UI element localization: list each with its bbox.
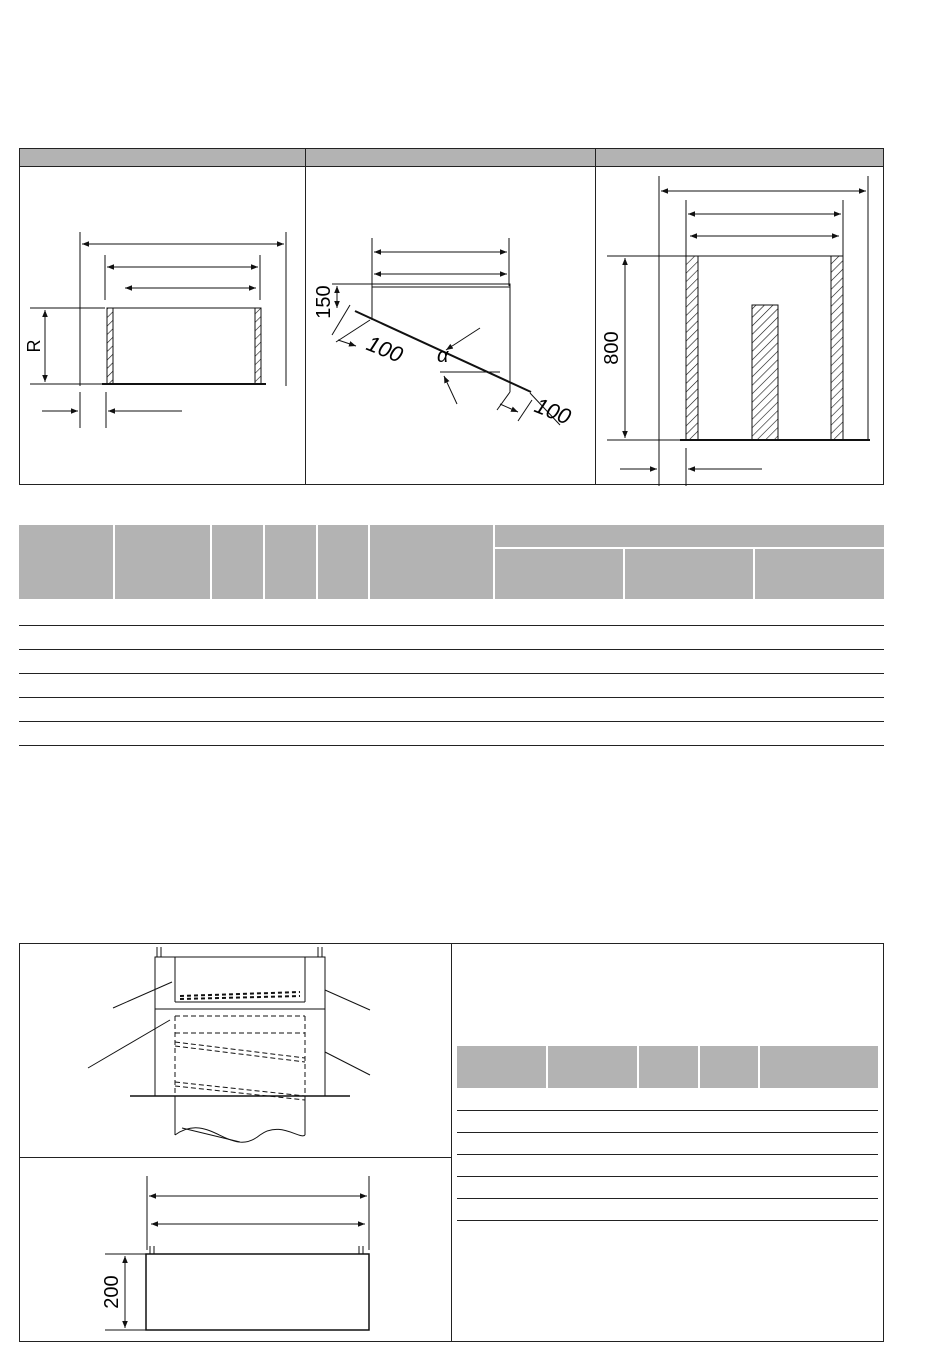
panel2-angle: α (437, 345, 449, 367)
figure-drawings-bottom (0, 930, 460, 1350)
fig2-top-drawing (88, 947, 370, 1142)
table2-row-line (457, 1110, 878, 1111)
fig2-bottom-drawing (105, 1176, 369, 1330)
table1-col-sep (623, 547, 625, 599)
table1-col-sep (753, 547, 755, 599)
table1-col-sep (493, 525, 495, 599)
panel2-dim-height: 150 (313, 285, 335, 319)
panel1-label-r: R (24, 339, 44, 353)
table2-col-sep (698, 1046, 700, 1088)
table2-col-sep (758, 1046, 760, 1088)
table1-col-sep (113, 525, 115, 599)
table1-row-line (19, 697, 884, 698)
figure-drawings-top (0, 0, 950, 500)
table1-row-line (19, 673, 884, 674)
table1-header-sep (494, 547, 884, 549)
table2-row-line (457, 1132, 878, 1133)
table2-row-line (457, 1220, 878, 1221)
table2-row-line (457, 1176, 878, 1177)
table2-row-line (457, 1198, 878, 1199)
panel3-dim-height: 800 (601, 331, 623, 365)
table2-col-sep (637, 1046, 639, 1088)
table1-row-line (19, 625, 884, 626)
fig2-dim-height: 200 (101, 1275, 123, 1309)
table1-col-sep (368, 525, 370, 599)
table1-row-line (19, 649, 884, 650)
table1-row-line (19, 745, 884, 746)
table2-col-sep (546, 1046, 548, 1088)
panel2-dim-left: 100 (363, 330, 407, 368)
panel2-drawing (332, 238, 560, 425)
table1-row-line (19, 721, 884, 722)
panel2-dim-right: 100 (531, 392, 575, 430)
panel1-drawing (30, 232, 286, 428)
table2-row-line (457, 1154, 878, 1155)
table1-col-sep (316, 525, 318, 599)
table1-col-sep (210, 525, 212, 599)
table2-header (457, 1046, 878, 1088)
table1-col-sep (263, 525, 265, 599)
panel3-drawing (607, 176, 870, 486)
